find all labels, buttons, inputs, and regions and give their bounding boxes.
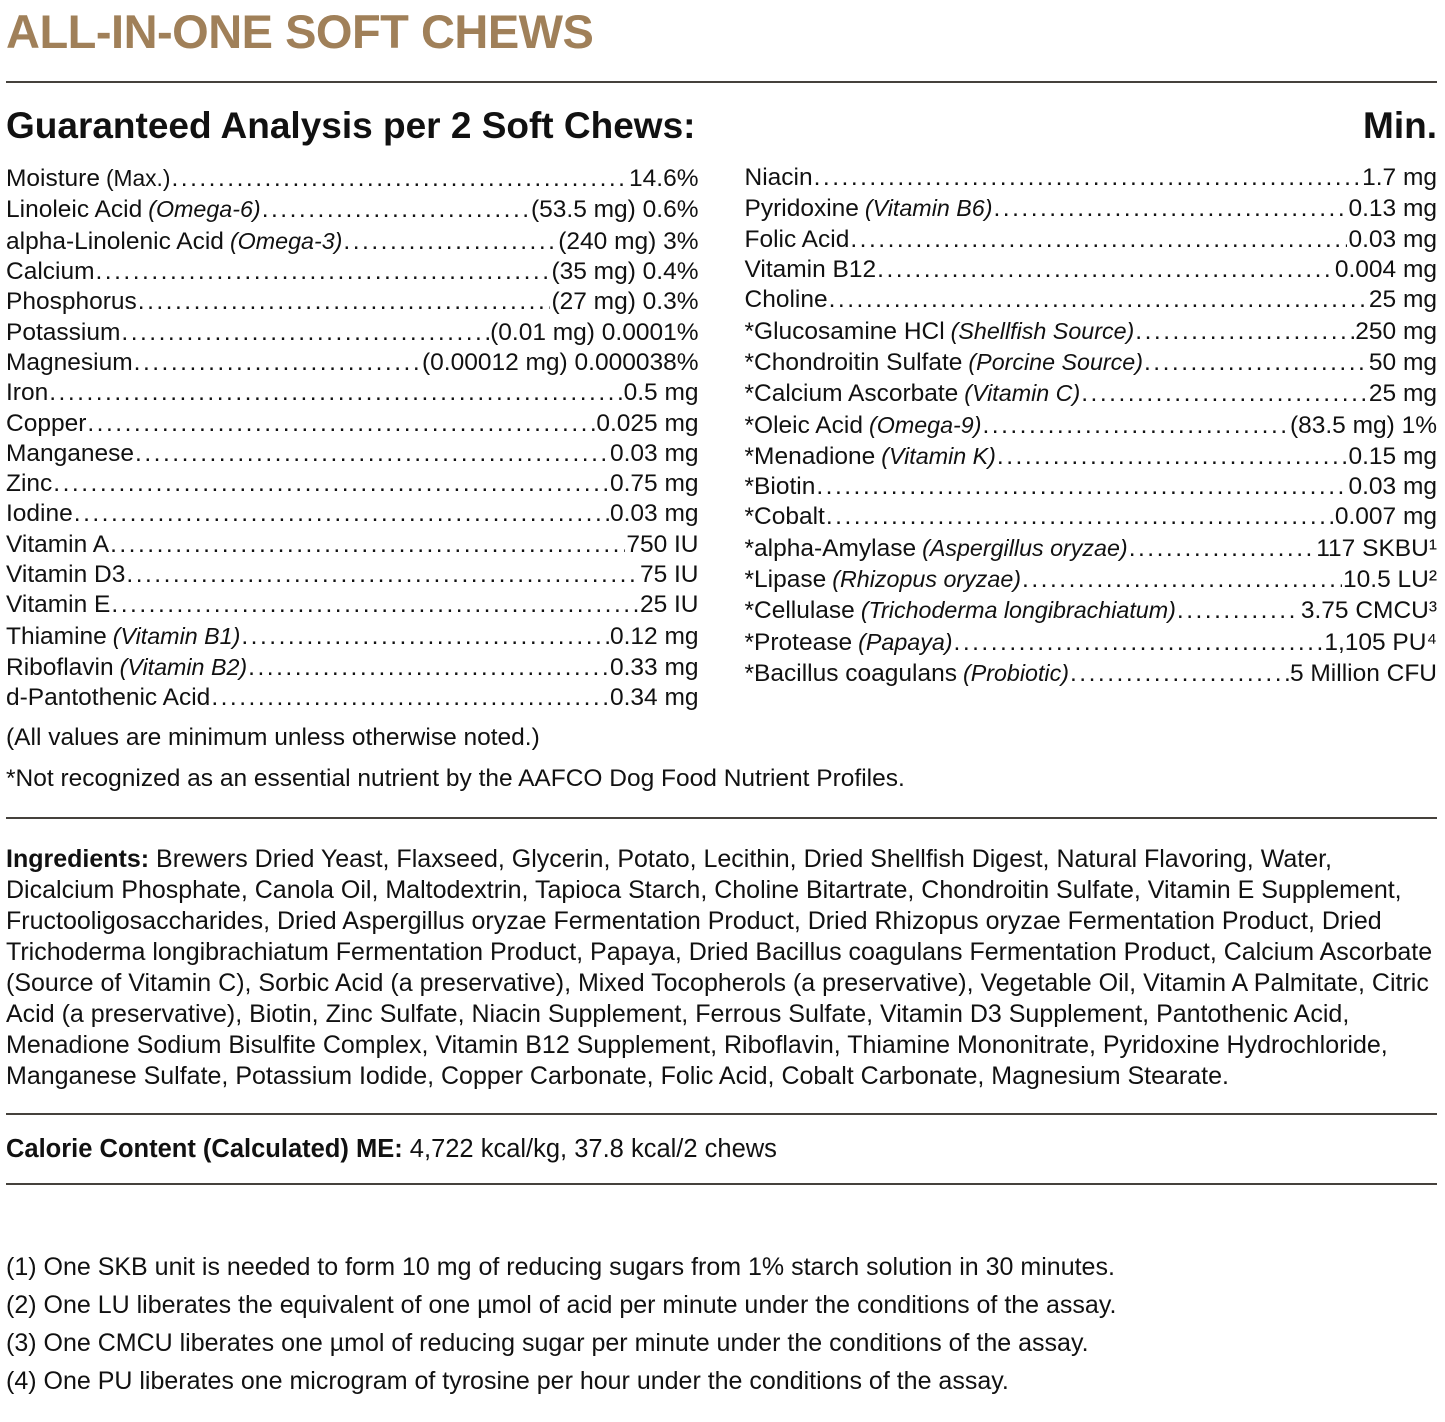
ga-row [6, 530, 699, 560]
nutrient-source-note: (Shellfish Source) [950, 317, 1135, 344]
dot-leader [877, 255, 1334, 285]
footnote-line: (1) One SKB unit is needed to form 10 mg of reducing sugars from 1% starch solution in 30 minutes. [6, 1252, 1115, 1281]
ga-row [6, 348, 699, 378]
nutrient-amount: (35 mg) 0.4% [551, 258, 699, 286]
nutrient-name: Calcium [6, 258, 95, 286]
nutrient-name: Iron [6, 379, 49, 407]
dot-leader [126, 560, 639, 590]
nutrient-source-note: (Papaya) [858, 628, 953, 655]
nutrient-amount: (53.5 mg) 0.6% [531, 196, 699, 224]
ga-row [745, 502, 1438, 532]
ga-row [6, 163, 699, 194]
dot-leader [814, 163, 1362, 193]
nutrient-name: Folic Acid [744, 225, 850, 253]
dot-leader [954, 628, 1324, 658]
nutrient-name: *Cobalt [744, 503, 825, 531]
dot-leader [74, 499, 609, 529]
nutrient-name: *Bacillus coagulans [744, 659, 957, 687]
nutrient-name: *Lipase [744, 566, 827, 594]
calorie-content-label: Calorie Content (Calculated) ME: [6, 1134, 403, 1163]
nutrient-amount: 250 mg [1355, 317, 1437, 345]
nutrient-amount: (0.01 mg) 0.0001% [490, 318, 699, 346]
dot-leader [1177, 596, 1300, 626]
dot-leader [111, 590, 639, 620]
nutrient-amount: 5 Million CFU [1289, 659, 1437, 687]
guaranteed-analysis-heading: Guaranteed Analysis per 2 Soft Chews: [6, 104, 696, 146]
note-aafco: *Not recognized as an essential nutrient by the AAFCO Dog Food Nutrient Profiles. [6, 764, 905, 792]
nutrient-name: alpha-Linolenic Acid [6, 227, 224, 255]
ga-row [6, 257, 699, 287]
ga-row [745, 595, 1438, 626]
nutrient-source-note: (Omega-9) [868, 411, 982, 438]
ga-row [6, 287, 699, 317]
nutrient-name: *Chondroitin Sulfate [744, 348, 963, 376]
divider-after-calorie [6, 1183, 1437, 1185]
nutrient-amount: 0.03 mg [609, 500, 699, 528]
dot-leader [1070, 659, 1289, 689]
ga-row [745, 225, 1438, 255]
dot-leader [49, 378, 622, 408]
ga-row [745, 193, 1438, 224]
nutrient-source-note: (Vitamin B1) [112, 622, 241, 649]
nutrient-name: *Biotin [744, 473, 816, 501]
nutrient-source-note: (Rhizopus oryzae) [832, 566, 1022, 593]
nutrient-source-note: (Aspergillus oryzae) [922, 534, 1128, 561]
dot-leader [121, 318, 489, 348]
nutrient-name: *Cellulase [744, 597, 855, 625]
nutrient-amount: 0.025 mg [596, 409, 699, 437]
ingredients-paragraph [6, 844, 1437, 1092]
nutrient-name: Potassium [6, 318, 121, 346]
nutrient-amount: (27 mg) 0.3% [551, 288, 699, 316]
dot-leader [1144, 348, 1368, 378]
nutrient-amount: 75 IU [639, 561, 699, 589]
nutrient-name: *Calcium Ascorbate [744, 380, 959, 408]
nutrient-amount: 0.75 mg [609, 470, 699, 498]
ga-row [6, 621, 699, 652]
nutrient-name: Linoleic Acid [6, 196, 143, 224]
dot-leader [1081, 379, 1368, 409]
min-column-header: Min. [1363, 104, 1437, 146]
nutrient-name: d-Pantothenic Acid [6, 684, 211, 712]
nutrient-name: Vitamin A [6, 530, 110, 558]
ga-row [745, 163, 1438, 193]
nutrient-source-note: (Trichoderma longibrachiatum) [860, 597, 1176, 624]
nutrient-name: Manganese [6, 439, 135, 467]
dot-leader [343, 227, 557, 257]
nutrient-amount: 0.12 mg [609, 622, 699, 650]
ga-row [745, 255, 1438, 285]
nutrient-amount: (83.5 mg) 1% [1289, 411, 1437, 439]
nutrient-qualifier: (Max.) [105, 165, 171, 192]
nutrient-name: *Glucosamine HCl [744, 317, 945, 345]
ga-left-column [6, 163, 699, 713]
guaranteed-analysis-table [6, 163, 1437, 713]
dot-leader [1129, 534, 1316, 564]
nutrient-name: Copper [6, 409, 87, 437]
ga-row [745, 564, 1438, 595]
footnotes [6, 1252, 1437, 1395]
dot-leader [993, 194, 1347, 224]
nutrient-source-note: (Porcine Source) [968, 348, 1143, 375]
nutrient-amount: 0.13 mg [1348, 195, 1437, 223]
nutrient-name: Thiamine [6, 622, 107, 650]
ga-row [6, 439, 699, 469]
note-minimum: (All values are minimum unless otherwise noted.) [6, 723, 540, 751]
nutrient-source-note: (Probiotic) [962, 659, 1069, 686]
dot-leader [138, 287, 551, 317]
nutrient-name: Zinc [6, 470, 53, 498]
nutrient-name: Niacin [744, 164, 813, 192]
nutrient-amount: 0.33 mg [609, 653, 699, 681]
ingredients-text: Brewers Dried Yeast, Flaxseed, Glycerin, Potato, Lecithin, Dried Shellfish Digest, Natural Flavoring, Water, Dicalcium Phosphate, Canola Oil, Maltodextrin, Tapioca Starch, Choline Bitartrate, Chondroitin Sulfate, Vitamin E Supplement, Fructooligosaccharides, Dried Aspergillus oryzae Fermentation Product, Dried Rhizopus oryzae Fermentation Product, Dried Trichoderma longibrachiatum Fermentation Product, Papaya, Dried Bacillus coagulans Fermentation Product, Calcium Ascorbate (Source of Vitamin C), Sorbic Acid (a preservative), Mixed Tocopherols (a preservative), Vegetable Oil, Vitamin A Palmitate, Citric Acid (a preservative), Biotin, Zinc Sulfate, Niacin Supplement, Ferrous Sulfate, Vitamin D3 Supplement, Pantothenic Acid, Menadione Sodium Bisulfite Complex, Vitamin B12 Supplement, Riboflavin, Thiamine Mononitrate, Pyridoxine Hydrochloride, Manganese Sulfate, Potassium Iodide, Copper Carbonate, Folic Acid, Cobalt Carbonate, Magnesium Stearate. [6, 844, 1433, 1090]
nutrient-amount: 0.03 mg [1348, 225, 1437, 253]
dot-leader [211, 683, 609, 713]
nutrient-amount: 1,105 PU⁴ [1324, 628, 1437, 656]
nutrient-name: Pyridoxine [744, 195, 859, 223]
nutrient-amount: 14.6% [629, 165, 699, 193]
nutrient-amount: 50 mg [1368, 348, 1437, 376]
nutrient-source-note: (Vitamin B6) [864, 195, 993, 222]
ga-row [6, 194, 699, 225]
nutrient-name: Iodine [6, 500, 73, 528]
ga-row [745, 533, 1438, 564]
page-title: ALL-IN-ONE SOFT CHEWS [6, 5, 594, 58]
dot-leader [1135, 317, 1354, 347]
ga-row [6, 378, 699, 408]
nutrient-name: *Oleic Acid [744, 411, 863, 439]
nutrient-amount: 0.007 mg [1334, 503, 1437, 531]
nutrient-name: Riboflavin [6, 653, 114, 681]
ga-row [6, 409, 699, 439]
nutrient-name: Moisture [6, 165, 100, 193]
dot-leader [110, 530, 625, 560]
nutrient-amount: 1.7 mg [1362, 164, 1437, 192]
dot-leader [135, 439, 609, 469]
ga-row [6, 318, 699, 348]
dot-leader [241, 622, 609, 652]
footnote-line: (2) One LU liberates the equivalent of one µmol of acid per minute under the conditions of the assay. [6, 1290, 1117, 1319]
ga-row [6, 469, 699, 499]
ga-row [745, 410, 1438, 441]
nutrient-amount: 0.34 mg [609, 684, 699, 712]
ga-row [745, 378, 1438, 409]
nutrient-source-note: (Omega-6) [148, 196, 261, 223]
divider-after-analysis [6, 817, 1437, 819]
ga-row [745, 441, 1438, 472]
nutrient-amount: 0.15 mg [1348, 442, 1437, 470]
dot-leader [829, 285, 1368, 315]
footnote-line: (4) One PU liberates one microgram of tyrosine per hour under the conditions of the assay. [6, 1366, 1009, 1395]
nutrient-source-note: (Vitamin B2) [119, 653, 248, 680]
nutrient-amount: 25 mg [1368, 380, 1437, 408]
ga-row [745, 658, 1438, 689]
ga-row [6, 590, 699, 620]
nutrient-source-note: (Omega-3) [229, 227, 343, 254]
nutrient-amount: 117 SKBU¹ [1316, 534, 1437, 562]
divider-after-ingredients [6, 1113, 1437, 1115]
nutrient-name: Magnesium [6, 348, 133, 376]
nutrient-name: *Menadione [744, 442, 876, 470]
dot-leader [997, 442, 1348, 472]
nutrient-name: Phosphorus [6, 288, 137, 316]
ga-row [745, 316, 1438, 347]
nutrient-amount: 0.03 mg [609, 439, 699, 467]
ga-row [745, 472, 1438, 502]
dot-leader [850, 225, 1347, 255]
nutrient-amount: (0.00012 mg) 0.000038% [422, 348, 699, 376]
dot-leader [248, 653, 609, 683]
nutrient-amount: 3.75 CMCU³ [1300, 597, 1437, 625]
nutrient-amount: (240 mg) 3% [558, 227, 699, 255]
nutrient-amount: 25 mg [1368, 286, 1437, 314]
guaranteed-analysis-header [6, 105, 1437, 148]
ingredients-label: Ingredients: [6, 844, 150, 873]
ga-row [745, 347, 1438, 378]
nutrient-amount: 25 IU [639, 591, 699, 619]
dot-leader [134, 348, 421, 378]
nutrient-source-note: (Vitamin K) [881, 442, 996, 469]
nutrient-amount: 0.5 mg [623, 379, 699, 407]
ga-right-column [745, 163, 1438, 713]
ga-row [6, 499, 699, 529]
dot-leader [982, 411, 1288, 441]
nutrient-name: *Protease [744, 628, 853, 656]
nutrient-source-note: (Vitamin C) [964, 380, 1081, 407]
footnote-line: (3) One CMCU liberates one µmol of reducing sugar per minute under the conditions of the assay. [6, 1328, 1089, 1357]
dot-leader [826, 502, 1334, 532]
ga-row [6, 226, 699, 257]
ga-row [6, 652, 699, 683]
dot-leader [171, 164, 628, 194]
nutrient-amount: 10.5 LU² [1343, 566, 1437, 594]
ga-row [6, 560, 699, 590]
nutrient-name: Vitamin E [6, 591, 111, 619]
nutrient-name: Vitamin B12 [744, 256, 877, 284]
dot-leader [53, 469, 609, 499]
ga-row [745, 627, 1438, 658]
nutrient-amount: 750 IU [626, 530, 699, 558]
nutrient-name: Vitamin D3 [6, 561, 126, 589]
dot-leader [816, 472, 1347, 502]
dot-leader [262, 195, 530, 225]
nutrient-name: *alpha-Amylase [744, 534, 917, 562]
dot-leader [87, 409, 595, 439]
dot-leader [96, 257, 551, 287]
ga-row [6, 683, 699, 713]
ga-row [745, 285, 1438, 315]
nutrient-name: Choline [744, 286, 828, 314]
divider-top [6, 81, 1437, 83]
nutrient-amount: 0.03 mg [1348, 473, 1437, 501]
nutrient-amount: 0.004 mg [1334, 256, 1437, 284]
calorie-content-value: 4,722 kcal/kg, 37.8 kcal/2 chews [409, 1134, 777, 1163]
calorie-content-line [6, 1134, 1437, 1164]
dot-leader [1022, 565, 1342, 595]
